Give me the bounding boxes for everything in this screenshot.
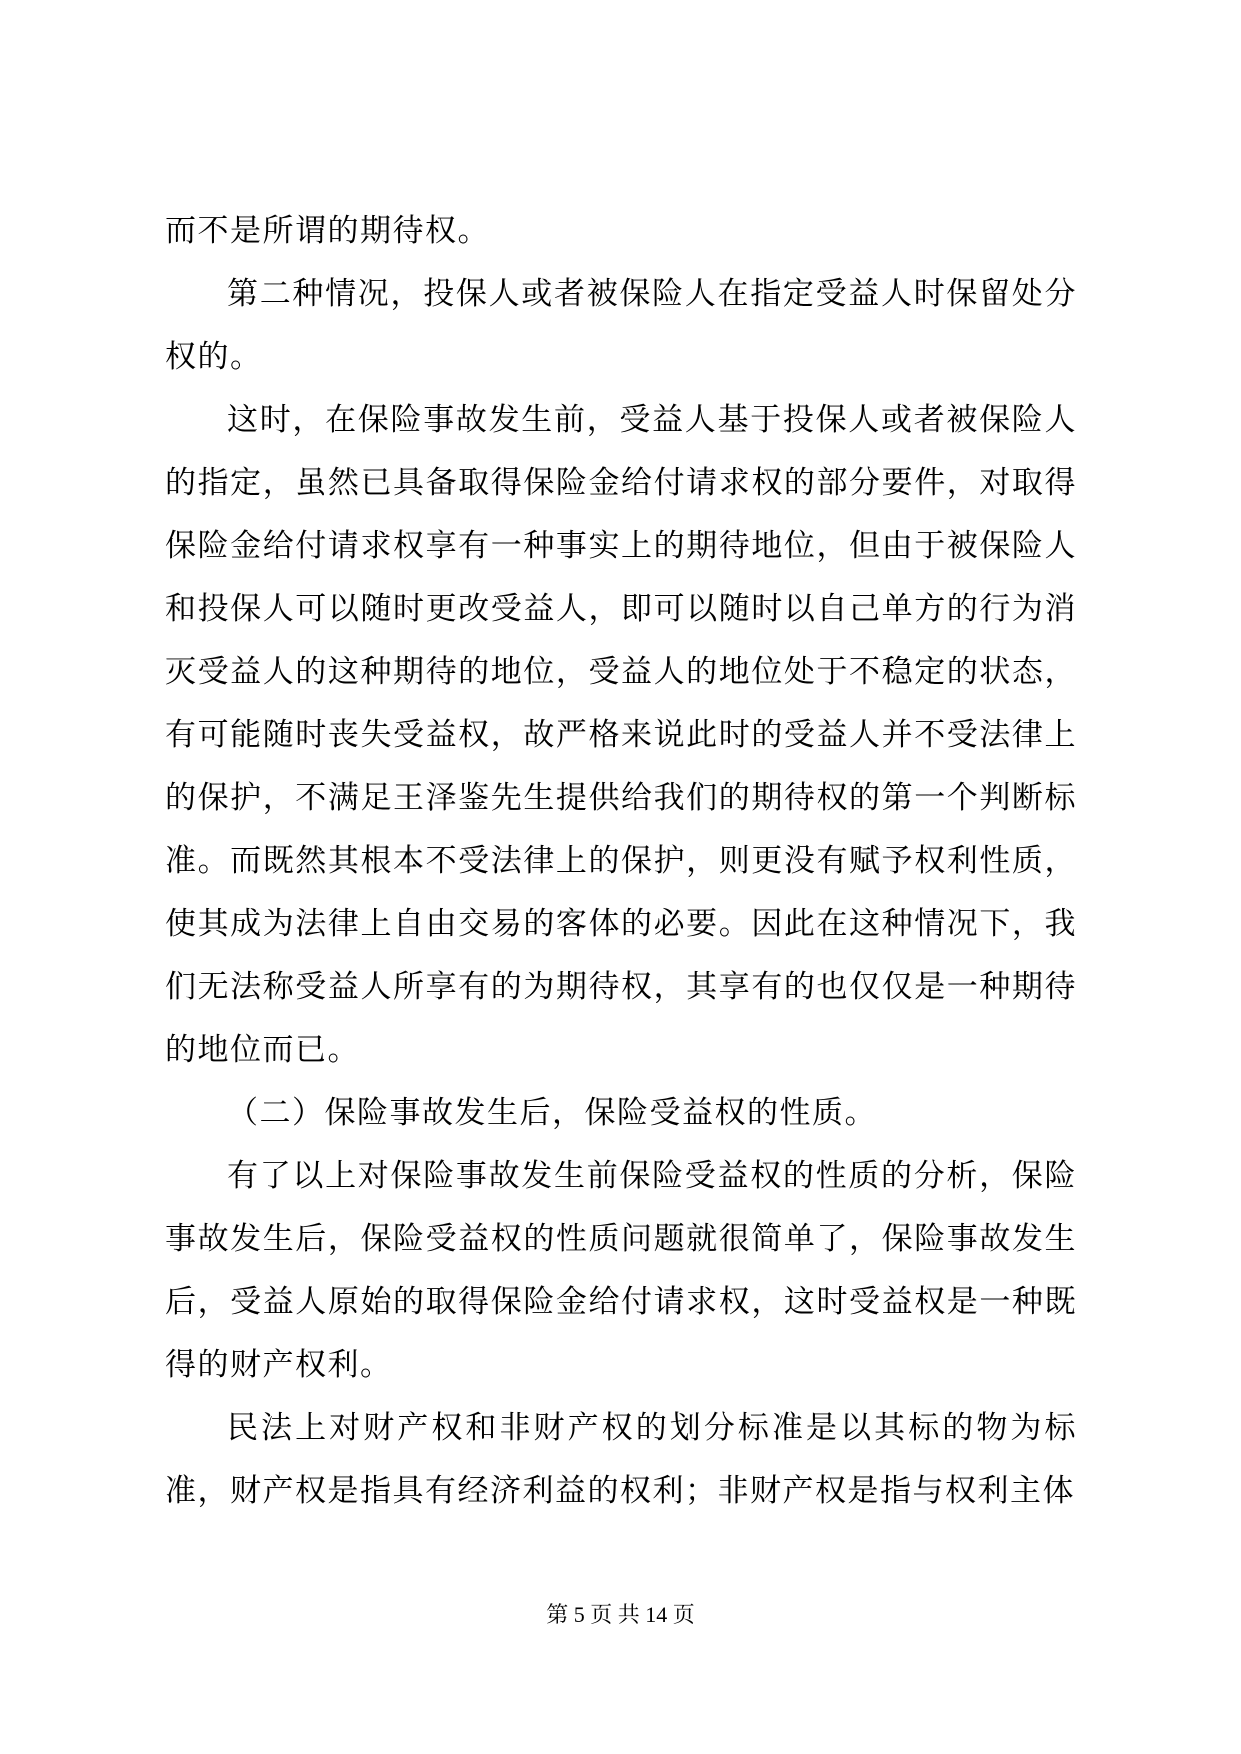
paragraph-analysis: 这时，在保险事故发生前，受益人基于投保人或者被保险人的指定，虽然已具备取得保险金给付请求权的部分要件，对取得保险金给付请求权享有一种事实上的期待地位，但由于被保险人和投保人可以随时更改受益人，即可以随时以自己单方的行为消灭受益人的这种期待的地位，受益人的地位处于不稳定的状态，有可能随时丧失受益权，故严格来说此时的受益人并不受法律上的保护，不满足王泽鉴先生提供给我们的期待权的第一个判断标准。而既然其根本不受法律上的保护，则更没有赋予权利性质，使其成为法律上自由交易的客体的必要。因此在这种情况下，我们无法称受益人所享有的为期待权，其享有的也仅仅是一种期待的地位而已。 — [165, 402, 1077, 1068]
paragraph-second-case: 第二种情况，投保人或者被保险人在指定受益人时保留处分权的。 — [165, 276, 1077, 375]
page-number-label: 第 5 页 共 14 页 — [546, 1602, 695, 1627]
paragraph-continuation: 而不是所谓的期待权。 — [165, 213, 490, 249]
paragraph-after-accident: 有了以上对保险事故发生前保险受益权的性质的分析，保险事故发生后，保险受益权的性质问题就很简单了，保险事故发生后，受益人原始的取得保险金给付请求权，这时受益权是一种既得的财产权利。 — [165, 1158, 1077, 1383]
paragraph-property-rights: 民法上对财产权和非财产权的划分标准是以其标的物为标准，财产权是指具有经济利益的权利；非财产权是指与权利主体 — [165, 1410, 1077, 1509]
section-heading-after-accident: （二）保险事故发生后，保险受益权的性质。 — [227, 1095, 877, 1131]
document-body — [165, 200, 1077, 1523]
page-footer — [0, 1600, 1241, 1630]
